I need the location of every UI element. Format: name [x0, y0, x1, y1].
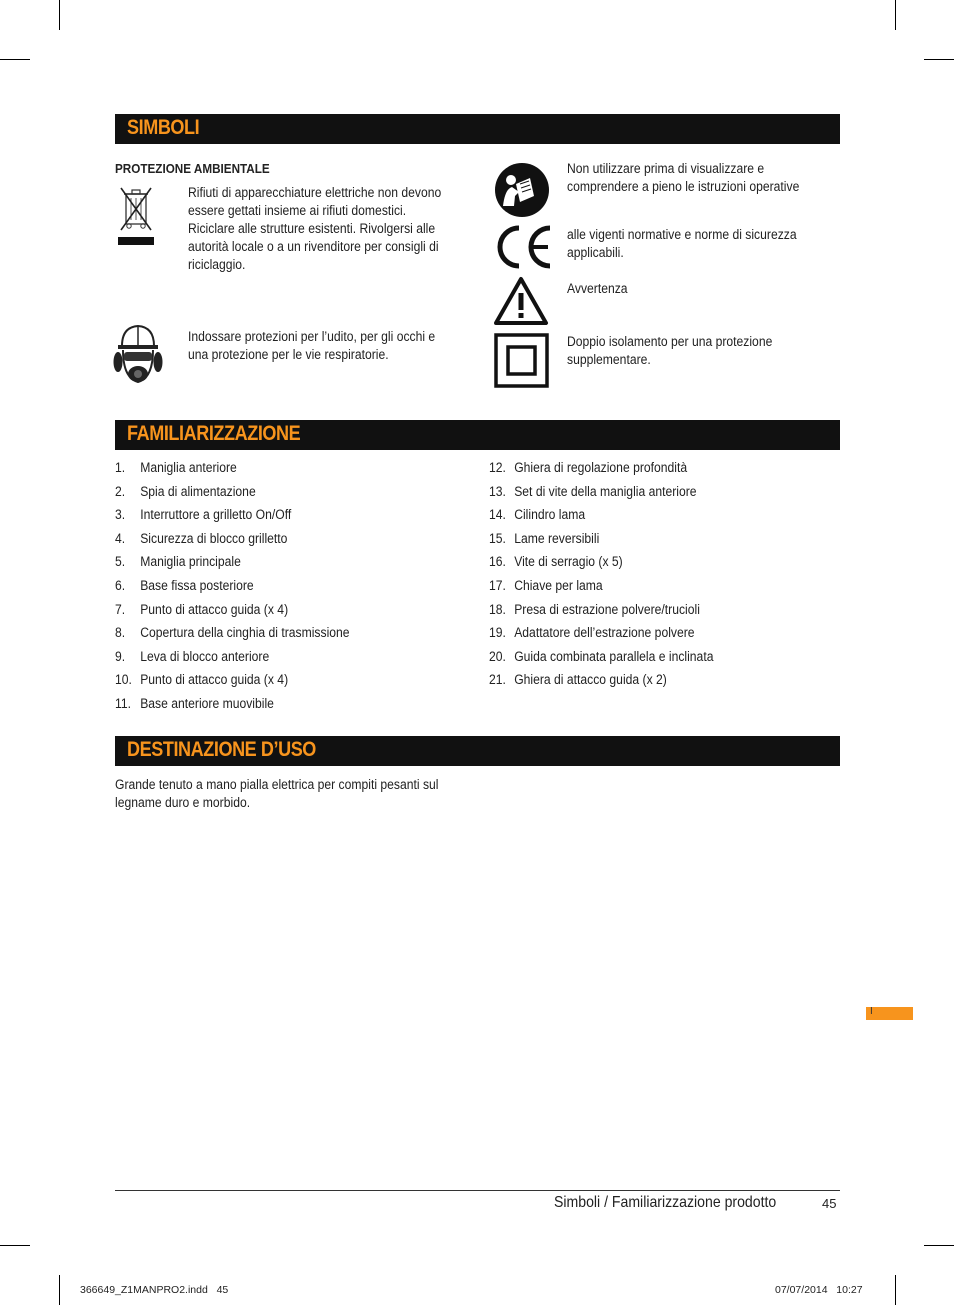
- item-label: Presa di estrazione polvere/trucioli: [514, 601, 700, 617]
- double-insulation-description: Doppio isolamento per una protezione supplementare.: [567, 334, 773, 367]
- list-item: [115, 602, 439, 626]
- list-item: [489, 484, 813, 508]
- item-label: Cilindro lama: [514, 507, 586, 523]
- slug-filename: 366649_Z1MANPRO2.indd 45: [80, 1284, 229, 1296]
- list-item: [115, 484, 439, 508]
- crop-mark: [924, 59, 954, 60]
- section-header-simboli: [115, 114, 840, 144]
- slug-datetime: 07/07/2014 10:27: [775, 1284, 863, 1296]
- item-label: Interruttore a grilletto On/Off: [140, 507, 292, 523]
- section-header-familiarizzazione: [115, 420, 840, 450]
- weee-bin-icon: [115, 184, 157, 248]
- crop-mark: [0, 1245, 30, 1246]
- list-item: [115, 507, 439, 531]
- warning-description: Avvertenza: [567, 281, 628, 296]
- list-item: [489, 460, 813, 484]
- item-number: 16.: [489, 554, 506, 570]
- list-item: [115, 672, 439, 696]
- list-item: [489, 625, 813, 649]
- item-label: Sicurezza di blocco grilletto: [140, 530, 288, 546]
- item-number: 9.: [115, 648, 126, 664]
- item-number: 20.: [489, 648, 506, 664]
- item-label: Punto di attacco guida (x 4): [140, 672, 289, 688]
- item-label: Leva di blocco anteriore: [140, 648, 270, 664]
- item-label: Punto di attacco guida (x 4): [140, 601, 289, 617]
- list-item: [489, 602, 813, 626]
- manual-description: Non utilizzare prima di visualizzare e comprendere a pieno le istruzioni operative: [567, 161, 800, 194]
- list-item: [489, 672, 813, 696]
- list-item: [115, 625, 439, 649]
- item-number: 4.: [115, 530, 126, 546]
- item-number: 19.: [489, 625, 506, 641]
- read-manual-icon: [494, 162, 550, 218]
- ppe-description: Indossare protezioni per l’udito, per gli occhi e una protezione per le vie respiratorie.: [188, 329, 436, 362]
- footer-section-title: Simboli / Familiarizzazione prodotto: [554, 1194, 777, 1211]
- item-label: Vite di serragio (x 5): [514, 554, 623, 570]
- item-label: Chiave per lama: [514, 577, 603, 593]
- crop-mark: [924, 1245, 954, 1246]
- language-tab-label: I: [870, 1006, 873, 1017]
- item-label: Base fissa posteriore: [140, 577, 254, 593]
- list-item: [489, 578, 813, 602]
- crop-mark: [59, 1275, 60, 1305]
- ce-description: alle vigenti normative e norme di sicurezza applicabili.: [567, 227, 797, 260]
- list-item: [489, 649, 813, 673]
- item-number: 8.: [115, 625, 126, 641]
- section-title: FAMILIARIZZAZIONE: [127, 422, 301, 445]
- item-number: 14.: [489, 507, 506, 523]
- list-item: [115, 554, 439, 578]
- item-number: 18.: [489, 601, 506, 617]
- item-number: 7.: [115, 601, 126, 617]
- item-label: Spia di alimentazione: [140, 483, 256, 499]
- list-item: [489, 554, 813, 578]
- item-label: Maniglia principale: [140, 554, 241, 570]
- item-label: Base anteriore muovibile: [140, 695, 274, 711]
- item-number: 2.: [115, 483, 126, 499]
- section-title: DESTINAZIONE D’USO: [127, 738, 316, 761]
- crop-mark: [0, 59, 30, 60]
- list-item: [489, 531, 813, 555]
- footer-rule: [115, 1190, 840, 1191]
- section-header-destinazione: [115, 736, 840, 766]
- list-item: [489, 507, 813, 531]
- parts-list-left: [115, 460, 439, 720]
- crop-mark: [895, 0, 896, 30]
- footer-page-number: 45: [822, 1196, 837, 1211]
- item-label: Copertura della cinghia di trasmissione: [140, 625, 350, 641]
- item-label: Adattatore dell’estrazione polvere: [514, 625, 695, 641]
- item-label: Maniglia anteriore: [140, 460, 237, 475]
- item-number: 15.: [489, 530, 506, 546]
- list-item: [115, 696, 439, 720]
- item-label: Ghiera di regolazione profondità: [514, 460, 688, 475]
- item-label: Set di vite della maniglia anteriore: [514, 483, 697, 499]
- item-number: 12.: [489, 460, 506, 475]
- crop-mark: [59, 0, 60, 30]
- warning-triangle-icon: [493, 276, 549, 326]
- item-number: 1.: [115, 460, 126, 475]
- ppe-helmet-icon: [113, 322, 163, 388]
- section-title: SIMBOLI: [127, 116, 200, 139]
- list-item: [115, 578, 439, 602]
- environment-subtitle: PROTEZIONE AMBIENTALE: [115, 161, 270, 176]
- weee-description: Rifiuti di apparecchiature elettriche non devono essere gettati insieme ai rifiuti domestici. Riciclare alle strutture esistenti. Rivolgersi alle autorità locale o a un rivenditore per consigli di riciclaggio.: [188, 185, 442, 272]
- item-number: 13.: [489, 483, 506, 499]
- item-number: 6.: [115, 577, 126, 593]
- item-label: Ghiera di attacco guida (x 2): [514, 672, 667, 688]
- item-number: 17.: [489, 577, 506, 593]
- ce-mark-icon: [492, 224, 554, 270]
- language-tab: [866, 1007, 913, 1020]
- crop-mark: [895, 1275, 896, 1305]
- list-item: [115, 649, 439, 673]
- double-insulation-icon: [494, 333, 549, 388]
- intended-use-text: Grande tenuto a mano pialla elettrica per compiti pesanti sul legname duro e morbido.: [115, 777, 439, 810]
- list-item: [115, 531, 439, 555]
- item-label: Guida combinata parallela e inclinata: [514, 648, 714, 664]
- item-label: Lame reversibili: [514, 530, 600, 546]
- list-item: [115, 460, 439, 484]
- item-number: 21.: [489, 672, 506, 688]
- item-number: 3.: [115, 507, 126, 523]
- item-number: 11.: [115, 695, 131, 711]
- item-number: 10.: [115, 672, 132, 688]
- item-number: 5.: [115, 554, 126, 570]
- parts-list-right: [489, 460, 813, 696]
